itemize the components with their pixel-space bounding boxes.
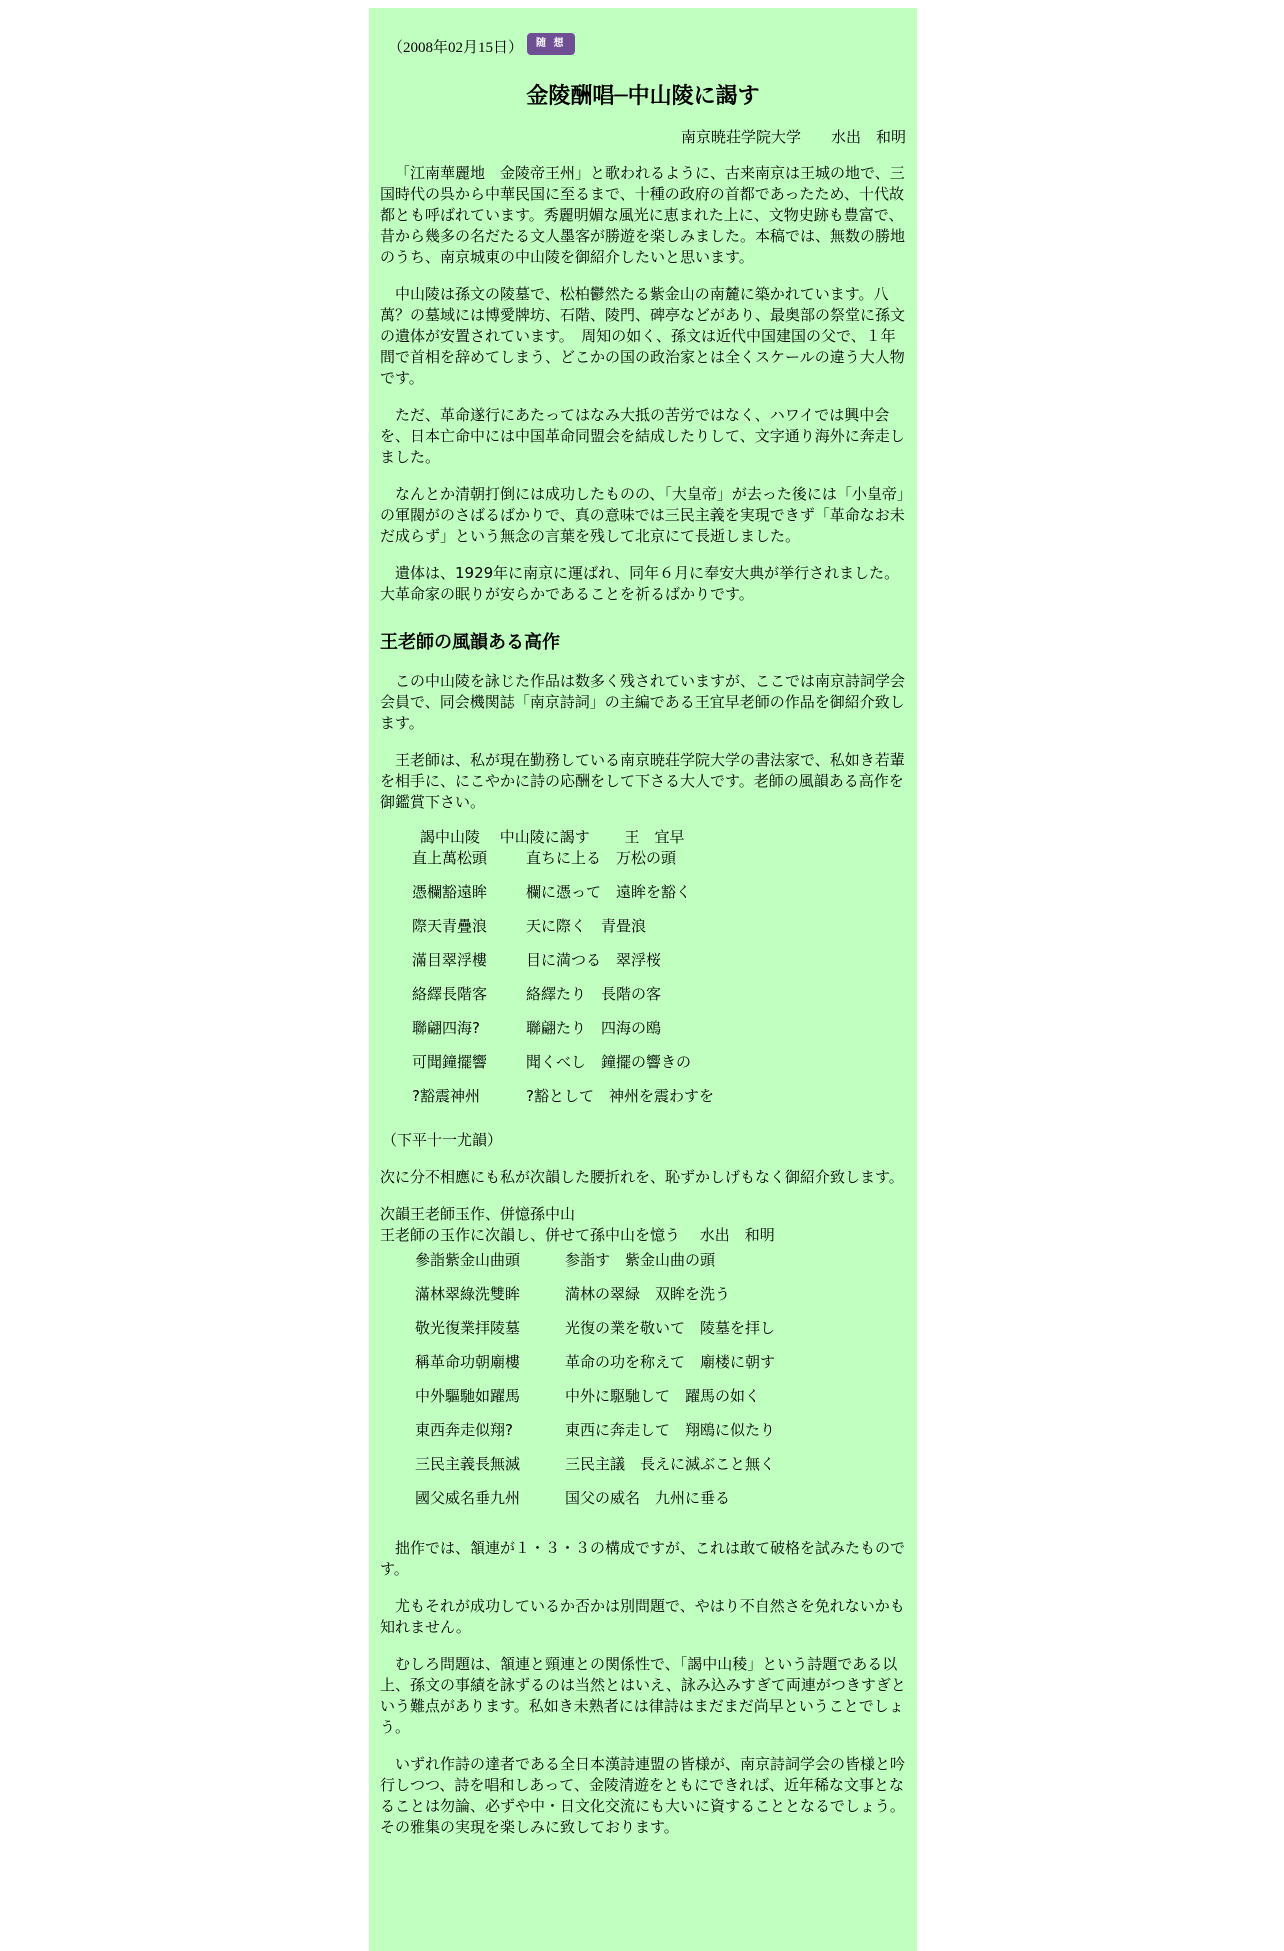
- poem-kanbun: ?豁震神州: [412, 1087, 480, 1105]
- poem-kanbun: 絡繹長階客: [412, 985, 488, 1003]
- poem-kanbun: 可聞鐘擺響: [412, 1053, 488, 1071]
- article-date: （2008年02月15日）: [388, 40, 524, 56]
- poem-line: [380, 1052, 906, 1086]
- article-author: 南京暁荘学院大学 水出 和明: [680, 128, 906, 146]
- article-header: [380, 38, 906, 58]
- paragraph: むしろ問題は、頷連と頸連との関係性で、「謁中山稜」という詩題である以上、孫文の事績を詠ずるのは当然とはいえ、詠み込みすぎて両連がつきすぎという難点があります。私如き未熟者には律詩はまだまだ尚早ということでしょう。: [380, 1655, 906, 1736]
- poem2-heading-yomi: 王老師の玉作に次韻し、併せて孫中山を憶う 水出 和明: [380, 1226, 775, 1244]
- poem-kanbun: 憑欄豁遠眸: [412, 883, 488, 901]
- poem-yomi: 国父の威名 九州に垂る: [565, 1489, 731, 1507]
- poem-yomi: 絡繹たり 長階の客: [526, 985, 662, 1003]
- poem-line: [380, 950, 906, 984]
- poem-kanbun: 敬光復業拝陵墓: [415, 1319, 521, 1337]
- poem-kanbun: 滿林翠綠洗雙眸: [415, 1285, 521, 1303]
- poem-yomi: 三民主議 長えに滅ぶこと無く: [565, 1455, 776, 1473]
- paragraph: 中山陵は孫文の陵墓で、松柏鬱然たる紫金山の南麓に築かれています。八萬？の墓域には博愛牌坊、石階、陵門、碑亭などがあり、最奥部の祭堂に孫文の遺体が安置されています。 周知の如く、孫文は近代中国建国の父で、１年間で首相を辞めてしまう、どこかの国の政治家とは全くスケールの違う大人物です。: [380, 285, 906, 387]
- poem-line: [380, 1318, 906, 1352]
- poem-kanbun: 稱革命功朝廟樓: [415, 1353, 521, 1371]
- category-badge[interactable]: 随 想: [527, 33, 574, 55]
- poem-yomi: 革命の功を称えて 廟楼に朝す: [565, 1353, 776, 1371]
- paragraph: 「江南華麗地 金陵帝王州」と歌われるように、古来南京は王城の地で、三国時代の呉から中華民国に至るまで、十種の政府の首都であったため、十代故都とも呼ばれています。秀麗明媚な風光に恵まれた上に、文物史跡も豊富で、昔から幾多の名だたる文人墨客が勝遊を楽しみました。本稿では、無数の勝地のうち、南京城東の中山陵を御紹介したいと思います。: [380, 164, 906, 266]
- poem-yomi: 参詣す 紫金山曲の頭: [565, 1251, 716, 1269]
- poem-yomi: 東西に奔走して 翔鴎に似たり: [565, 1421, 776, 1439]
- poem-wang: [380, 827, 906, 1120]
- poem2-heading-kanbun: 次韻王老師玉作、併憶孫中山: [380, 1205, 576, 1223]
- article-title: 金陵酬唱─中山陵に謁す: [526, 84, 760, 109]
- poem-yomi: 直ちに上る 万松の頭: [526, 849, 677, 867]
- poem-kanbun: 聯翩四海?: [412, 1019, 480, 1037]
- poem-line: [380, 848, 906, 882]
- poem-kanbun: 參詣紫金山曲頭: [415, 1251, 521, 1269]
- poem-yomi: 聯翩たり 四海の鴎: [526, 1019, 662, 1037]
- poem-line: [380, 1018, 906, 1052]
- poem-yomi: 光復の業を敬いて 陵墓を拝し: [565, 1319, 776, 1337]
- poem-yomi: 満林の翠緑 双眸を洗う: [565, 1285, 731, 1303]
- poem-line: [380, 1386, 906, 1420]
- poem-kanbun: 國父威名垂九州: [415, 1489, 521, 1507]
- poem-line: [380, 882, 906, 916]
- paragraph: ただ、革命遂行にあたってはなみ大抵の苦労ではなく、ハワイでは興中会を、日本亡命中には中国革命同盟会を結成したりして、文字通り海外に奔走しました。: [380, 406, 905, 466]
- poem-line: [380, 1488, 906, 1522]
- paragraph: 王老師は、私が現在勤務している南京暁荘学院大学の書法家で、私如き若輩を相手に、にこやかに詩の応酬をして下さる大人です。老師の風韻ある高作を御鑑賞下さい。: [380, 751, 905, 811]
- paragraph: なんとか清朝打倒には成功したものの、「大皇帝」が去った後には「小皇帝」の軍閥がのさばるばかりで、真の意味では三民主義を実現できず「革命なお未だ成らず」という無念の言葉を残して北京にて長逝しました。: [380, 485, 905, 545]
- poem-mizuide: [380, 1250, 906, 1522]
- paragraph: 次に分不相應にも私が次韻した腰折れを、恥ずかしげもなく御紹介致します。: [380, 1168, 904, 1186]
- poem-heading: 謁中山陵 中山陵に謁す 王 宜早: [420, 828, 685, 846]
- paragraph: いずれ作詩の達者である全日本漢詩連盟の皆様が、南京詩詞学会の皆様と吟行しつつ、詩を唱和しあって、金陵清遊をともにできれば、近年稀な文事となることは勿論、必ずや中・日文化交流にも大いに資することとなるでしょう。その雅集の実現を楽しみに致しております。: [380, 1755, 906, 1836]
- article-panel: [369, 8, 917, 1951]
- poem-line: [380, 1284, 906, 1318]
- poem-yomi: 目に満つる 翠浮桜: [526, 951, 662, 969]
- section-heading: 王老師の風韻ある高作: [380, 632, 560, 653]
- paragraph: この中山陵を詠じた作品は数多く残されていますが、ここでは南京詩詞学会会員で、同会機関誌「南京詩詞」の主編である王宜早老師の作品を御紹介致します。: [380, 672, 906, 732]
- poem-line: [380, 916, 906, 950]
- poem-line: [380, 1086, 906, 1120]
- poem-line: [380, 1454, 906, 1488]
- poem-yomi: ?豁として 神州を震わすを: [526, 1087, 714, 1105]
- paragraph: 尤もそれが成功しているか否かは別問題で、やはり不自然さを免れないかも知れません。: [380, 1597, 905, 1636]
- poem-kanbun: 滿目翠浮樓: [412, 951, 488, 969]
- poem-line: [380, 1250, 906, 1284]
- poem-line: [380, 1352, 906, 1386]
- poem-yomi: 欄に憑って 遠眸を豁く: [526, 883, 692, 901]
- paragraph: 拙作では、頷連が１・３・３の構成ですが、これは敢て破格を試みたものです。: [380, 1539, 906, 1578]
- poem-kanbun: 直上萬松頭: [412, 849, 488, 867]
- poem-line: [380, 1420, 906, 1454]
- poem-yomi: 中外に駆馳して 躍馬の如く: [565, 1387, 761, 1405]
- poem2-heading-block: [380, 1204, 906, 1246]
- poem-kanbun: 中外驅馳如躍馬: [415, 1387, 521, 1405]
- rhyme-note: （下平十一尤韻）: [382, 1131, 503, 1149]
- poem-kanbun: 三民主義長無滅: [415, 1455, 521, 1473]
- poem-line: [380, 984, 906, 1018]
- poem-kanbun: 東西奔走似翔?: [415, 1421, 513, 1439]
- poem-yomi: 聞くべし 鐘擺の響きの: [526, 1053, 692, 1071]
- paragraph: 遺体は、1929年に南京に運ばれ、同年６月に奉安大典が挙行されました。大革命家の眠りが安らかであることを祈るばかりです。: [380, 564, 900, 603]
- poem-yomi: 天に際く 青畳浪: [526, 917, 647, 935]
- poem-kanbun: 際天青疊浪: [412, 917, 488, 935]
